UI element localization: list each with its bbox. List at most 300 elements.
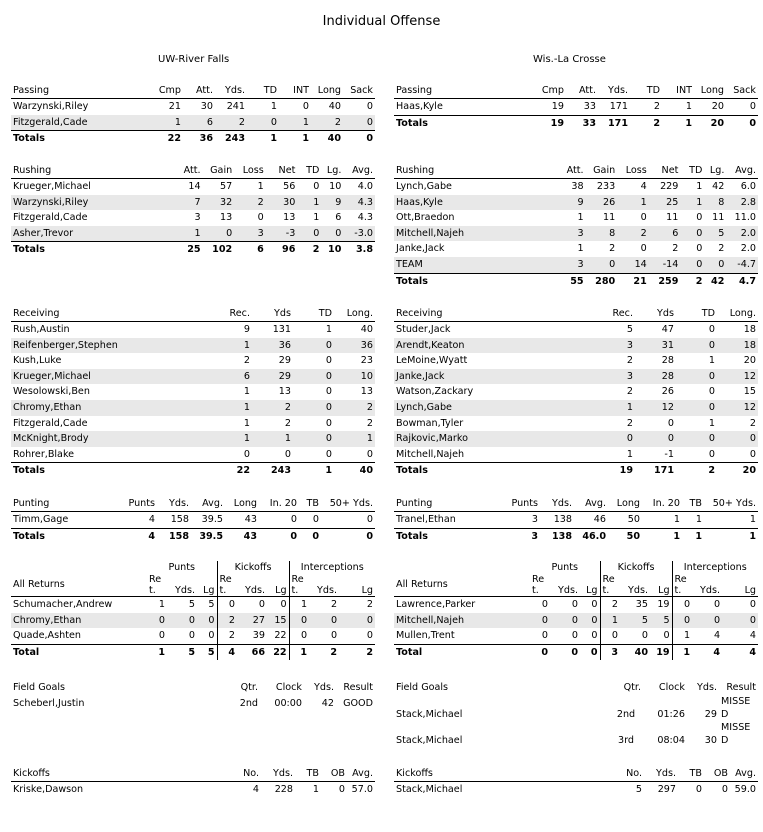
kickoffs-column-header: Avg. (730, 767, 758, 782)
player-name: Ott,Braedon (396, 212, 455, 224)
table-row (11, 695, 375, 713)
stat-value: 36 (334, 338, 375, 354)
player-name: Stack,Michael (396, 784, 463, 795)
stat-value: 30 (266, 195, 298, 211)
stat-value: 19 (551, 101, 564, 112)
rushing-column-header: Gain (203, 164, 235, 179)
total-value: 158 (157, 528, 191, 544)
stat-value: 5 (635, 784, 642, 795)
table-row (394, 628, 758, 644)
stat-value: 21 (168, 101, 181, 112)
stat-value: 2 (672, 243, 679, 255)
table-row (394, 226, 758, 242)
stat-value: 2nd (616, 709, 636, 720)
stat-value: 2 (626, 386, 633, 398)
total-value: 55 (554, 273, 586, 289)
stat-value: 0 (680, 257, 704, 273)
stat-value: 0 (680, 226, 704, 242)
stat-value: 23 (360, 355, 373, 367)
table-row (394, 721, 758, 747)
returns-column-header: Yds. (692, 574, 722, 597)
totals-row (394, 273, 758, 289)
total-value: 46.0 (574, 528, 608, 544)
returns-column-header: Yds. (550, 574, 580, 597)
player-name: Stack,Michael (396, 709, 463, 720)
stat-value: 1 (270, 101, 277, 112)
stat-value: 2 (626, 355, 633, 367)
receiving-column-header: Yds (252, 307, 293, 322)
stat-value: 0 (258, 599, 266, 610)
stat-value: 40 (328, 101, 341, 112)
player-name: Krueger,Michael (11, 369, 211, 385)
player-name: Studer,Jack (396, 324, 451, 335)
passing-column-header: Passing (11, 84, 151, 99)
stat-value: 4.3 (343, 195, 375, 211)
player-name: Haas,Kyle (396, 101, 443, 112)
punting-table-left (11, 497, 375, 544)
player-name: Chromy,Ethan (11, 613, 147, 629)
returns-group-row (11, 561, 375, 574)
stat-value: 4 (713, 630, 721, 642)
stat-value: 0 (339, 613, 375, 629)
stat-value: 26 (586, 195, 618, 211)
stat-value: 0 (203, 226, 235, 242)
stat-value: 2.8 (726, 195, 758, 211)
field-goals-column-header: Field Goals (13, 682, 66, 693)
total-value: 0 (530, 644, 550, 660)
stat-value: 1 (257, 181, 264, 192)
stat-value: 1 (313, 212, 320, 224)
punting-column-header: In. 20 (642, 497, 682, 512)
stat-value: 8 (704, 195, 726, 211)
punting-column-header: Punting (394, 497, 494, 512)
returns-column-header: Lg (267, 574, 289, 597)
total-value: 2 (297, 242, 321, 258)
stat-value: 1 (158, 599, 165, 610)
stat-value: 0 (749, 599, 756, 610)
rushing-column-header: Loss (234, 164, 266, 179)
stat-value: 25 (649, 195, 681, 211)
stat-value: 171 (609, 101, 628, 112)
total-value: 280 (586, 273, 618, 289)
field-goals-column-header: Yds. (314, 682, 334, 693)
punting-column-header: Avg. (574, 497, 608, 512)
stat-value: 11 (666, 212, 679, 224)
player-name: Mitchell,Najeh (394, 226, 554, 242)
rushing-column-header: Avg. (343, 164, 375, 179)
kickoffs-column-header: No. (221, 767, 261, 782)
stat-value: 1 (696, 181, 703, 192)
stat-value: 00:00 (274, 698, 302, 709)
stat-value: 28 (635, 369, 676, 385)
player-name: Krueger,Michael (13, 181, 91, 192)
returns-column-header: Re t. (530, 574, 550, 597)
stat-value: 0 (217, 597, 237, 613)
receiving-column-header: Receiving (11, 307, 211, 322)
total-value: 4 (111, 528, 157, 544)
stat-value: 22 (274, 630, 287, 642)
stat-value: 2 (366, 599, 373, 610)
return-group-header: Kickoffs (600, 561, 672, 574)
stat-value: 1 (577, 212, 584, 224)
stat-value: 1 (151, 115, 183, 131)
totals-row (394, 528, 758, 544)
stat-value: 1 (673, 514, 680, 525)
kickoffs-header-row (394, 767, 758, 782)
rushing-table-left (11, 164, 375, 258)
total-value: 42 (704, 273, 726, 289)
stat-value: 0 (208, 630, 215, 642)
totals-label: Totals (394, 528, 494, 544)
stat-value: 1 (626, 448, 633, 460)
table-row (394, 695, 758, 721)
punting-header-row (11, 497, 375, 512)
returns-column-header: Lg (197, 574, 217, 597)
totals-row (394, 644, 758, 660)
player-name: Arendt,Keaton (394, 338, 594, 354)
total-value: 2 (309, 644, 339, 660)
passing-table-left (11, 84, 375, 147)
stat-value: MISSE D (721, 696, 751, 720)
player-name: Rajkovic,Marko (394, 431, 594, 447)
stat-value: 35 (635, 599, 649, 610)
receiving-column-header: Receiving (394, 307, 594, 322)
total-value: 96 (266, 242, 298, 258)
passing-header-row (394, 84, 758, 99)
field-goals-column-header: Yds. (697, 682, 717, 693)
total-value: 2 (630, 115, 662, 131)
total-value: 43 (225, 528, 259, 544)
stat-value: 6 (335, 212, 342, 224)
stat-value: 2 (217, 613, 237, 629)
stat-value: 2 (284, 417, 291, 429)
team-name-left: UW-River Falls (158, 54, 230, 65)
stat-value: 229 (660, 181, 679, 192)
receiving-column-header: TD (293, 307, 334, 322)
stat-value: 2 (653, 101, 660, 112)
stat-value: 2 (749, 417, 756, 429)
player-name: Timm,Gage (13, 514, 69, 525)
player-name: Asher,Trevor (11, 226, 171, 242)
stat-value: 1 (600, 613, 620, 629)
stat-value: 11 (602, 212, 616, 224)
stat-value: 241 (226, 101, 245, 112)
stat-value: 2 (626, 417, 633, 429)
table-row (394, 195, 758, 211)
punting-column-header: Long (608, 497, 642, 512)
stat-value: 2nd (239, 698, 258, 709)
passing-column-header: Long (311, 84, 343, 99)
player-name: Scheberl,Justin (13, 698, 85, 709)
stat-value: -14 (649, 257, 681, 273)
stat-value: -3 (266, 226, 298, 242)
table-row (394, 179, 758, 195)
stat-value: 6 (183, 115, 215, 131)
stat-value: 7 (171, 195, 203, 211)
stat-value: 5 (626, 324, 633, 335)
stat-value: 228 (274, 784, 293, 795)
returns-column-header: Yds. (309, 574, 339, 597)
stat-value: 26 (661, 386, 674, 398)
returns-column-header: Lg (650, 574, 672, 597)
stat-value: 1 (171, 226, 203, 242)
rushing-column-header: Lg. (704, 164, 726, 179)
stat-value: 42 (712, 181, 725, 192)
player-name: Kriske,Dawson (13, 784, 84, 795)
total-value: 22 (151, 131, 183, 147)
total-value: 1 (279, 131, 311, 147)
table-row (11, 416, 375, 432)
total-value: 0 (550, 644, 580, 660)
total-value: 4 (217, 644, 237, 660)
stat-value: 0 (641, 630, 649, 642)
stat-value: 0 (366, 514, 373, 525)
player-name: Wesolowski,Ben (13, 386, 90, 398)
table-row (11, 179, 375, 195)
stat-value: 2 (243, 355, 250, 367)
stat-value: 0 (147, 613, 167, 629)
stat-value: 57 (219, 181, 233, 192)
stat-value: 0 (672, 613, 692, 629)
player-name: Haas,Kyle (394, 195, 554, 211)
stat-value: 2 (252, 400, 293, 416)
team-name-right: Wis.-La Crosse (533, 54, 606, 65)
stat-value: 1 (695, 514, 702, 525)
stat-value: 0 (676, 431, 717, 447)
total-value: 19 (594, 463, 635, 479)
total-value: 3 (600, 644, 620, 660)
stat-value: 0 (284, 448, 291, 460)
kickoffs-table-right (394, 767, 758, 798)
stat-value: 57.0 (351, 784, 373, 795)
stat-value: 2.0 (726, 226, 758, 242)
kickoffs-table-left (11, 767, 375, 798)
kickoffs-column-header: TB (295, 767, 321, 782)
stat-value: GOOD (343, 698, 373, 709)
table-row (394, 400, 758, 416)
stat-value: 56 (283, 181, 296, 192)
stat-value: 19 (657, 599, 670, 610)
player-name: Rohrer,Blake (13, 448, 75, 460)
stat-value: 0 (167, 613, 197, 629)
total-value: 259 (649, 273, 681, 289)
punting-column-header: In. 20 (259, 497, 299, 512)
totals-label: Totals (394, 273, 554, 289)
returns-label: All Returns (11, 574, 147, 597)
stat-value: 4 (640, 181, 647, 192)
stat-value: 0 (289, 628, 309, 644)
table-row (11, 115, 375, 131)
returns-group-row (394, 561, 758, 574)
stat-value: 0 (708, 324, 715, 335)
returns-column-header: Re t. (217, 574, 237, 597)
punting-column-header: 50+ Yds. (321, 497, 375, 512)
stat-value: MISSE D (721, 722, 751, 746)
kickoffs-column-header: Kickoffs (394, 767, 604, 782)
player-name: Mitchell,Najeh (396, 448, 465, 460)
stat-value: 0 (635, 431, 676, 447)
stat-value: 6.0 (740, 181, 756, 192)
stat-value: 0 (749, 101, 756, 112)
table-row (394, 99, 758, 116)
stat-value: 0 (312, 514, 319, 525)
stat-value: 0 (293, 338, 334, 354)
stat-value: 5 (188, 599, 195, 610)
total-value: 19 (534, 115, 566, 131)
stat-value: 1 (243, 386, 250, 398)
table-row (11, 99, 375, 115)
stat-value: 0 (321, 226, 343, 242)
total-value: 5 (197, 644, 217, 660)
receiving-header-row (11, 307, 375, 322)
stat-value: 3rd (618, 735, 634, 746)
stat-value: 0 (708, 448, 715, 460)
passing-header-row (11, 84, 375, 99)
stat-value: 0 (667, 417, 674, 429)
table-row (11, 782, 375, 798)
returns-header-row (394, 574, 758, 597)
receiving-column-header: TD (676, 307, 717, 322)
field-goals-column-header: Qtr. (240, 682, 258, 693)
table-row (11, 384, 375, 400)
table-row (394, 322, 758, 338)
stat-value: 0 (708, 386, 715, 398)
stat-value: 43 (244, 514, 257, 525)
stat-value: 0 (541, 599, 548, 610)
stat-value: 0 (325, 355, 332, 367)
returns-column-header: Lg (339, 574, 375, 597)
returns-table-left (11, 561, 375, 660)
stat-value: 6 (211, 369, 252, 385)
stat-value: 39 (252, 630, 266, 642)
field-goals-header-row (11, 681, 375, 695)
stat-value: 4.3 (357, 212, 373, 224)
stat-value: 15 (267, 613, 289, 629)
stat-value: 4 (749, 630, 756, 642)
player-name: Tranel,Ethan (396, 514, 456, 525)
stat-value: 5 (208, 599, 215, 610)
player-name: Warzynski,Riley (11, 195, 171, 211)
table-row (11, 512, 375, 529)
stat-value: 0 (571, 599, 578, 610)
stat-value: 0 (197, 613, 217, 629)
total-value: 4 (722, 644, 758, 660)
totals-row (11, 644, 375, 660)
table-row (394, 512, 758, 529)
table-row (394, 384, 758, 400)
totals-label: Totals (11, 528, 111, 544)
total-value: 138 (540, 528, 574, 544)
player-name: Mullen,Trent (396, 630, 455, 642)
table-row (394, 241, 758, 257)
total-value: 1 (642, 528, 682, 544)
passing-column-header: INT (279, 84, 311, 99)
stat-value: 11 (712, 212, 725, 224)
stat-value: 33 (583, 101, 596, 112)
return-group-header: Punts (168, 562, 196, 573)
rushing-column-header: TD (680, 164, 704, 179)
player-name: Lynch,Gabe (394, 400, 594, 416)
player-name: Fitzgerald,Cade (11, 115, 151, 131)
stat-value: 0 (530, 613, 550, 629)
table-row (394, 338, 758, 354)
kickoffs-column-header: OB (704, 767, 730, 782)
stat-value: 42 (321, 698, 334, 709)
player-name: Chromy,Ethan (11, 400, 211, 416)
table-row (11, 322, 375, 338)
total-value: 4 (692, 644, 722, 660)
table-row (394, 353, 758, 369)
passing-column-header: Att. (183, 84, 215, 99)
stat-value: 12 (717, 400, 758, 416)
field-goals-column-header: Result (726, 682, 756, 693)
stat-value: 3 (594, 369, 635, 385)
table-row (394, 210, 758, 226)
stat-value: 1 (325, 324, 332, 335)
stat-value: 14 (617, 257, 649, 273)
rushing-column-header: Loss (617, 164, 649, 179)
stat-value: 0 (695, 784, 702, 795)
returns-table-right (394, 561, 758, 660)
kickoffs-column-header: Yds. (261, 767, 295, 782)
returns-column-header: Yds. (167, 574, 197, 597)
stat-value: 0 (293, 369, 334, 385)
stat-value: 40 (360, 324, 373, 335)
stat-value: 8 (586, 226, 618, 242)
stat-value: 18 (717, 338, 758, 354)
stat-value: 2 (718, 243, 725, 255)
return-group-header: Interceptions (289, 561, 375, 574)
stat-value: 28 (661, 355, 674, 367)
stat-value: 1 (708, 355, 715, 367)
stat-value: 0 (290, 514, 297, 525)
receiving-header-row (394, 307, 758, 322)
stat-value: 38 (571, 181, 584, 192)
rushing-table-right (394, 164, 758, 289)
totals-label: Total (11, 644, 147, 660)
total-value: 20 (717, 463, 758, 479)
table-row (394, 447, 758, 463)
punting-column-header: Yds. (540, 497, 574, 512)
stat-value: 1 (289, 597, 309, 613)
stat-value: 2 (311, 115, 343, 131)
totals-row (11, 242, 375, 258)
total-value: 1 (289, 644, 309, 660)
player-name: McKnight,Brody (11, 431, 211, 447)
stat-value: 1 (594, 400, 635, 416)
total-value: 10 (321, 242, 343, 258)
player-name: Fitzgerald,Cade (13, 417, 88, 429)
punting-table-right (394, 497, 758, 544)
stat-value: 0 (580, 613, 600, 629)
stat-value: 6 (649, 226, 681, 242)
player-name: LeMoine,Wyatt (396, 355, 468, 367)
kickoffs-column-header: Yds. (644, 767, 678, 782)
stat-value: 5 (620, 613, 650, 629)
stat-value: 2 (334, 400, 375, 416)
kickoffs-column-header: No. (604, 767, 644, 782)
stat-value: 0 (338, 784, 345, 795)
stat-value: 08:04 (657, 735, 685, 746)
stat-value: 10 (329, 181, 342, 192)
returns-column-header: Re t. (600, 574, 620, 597)
passing-column-header: Sack (726, 84, 758, 99)
stat-value: 0 (541, 630, 548, 642)
returns-header-row (11, 574, 375, 597)
player-name: Janke,Jack (396, 243, 445, 255)
stat-value: 2 (215, 115, 247, 131)
passing-column-header: Yds. (215, 84, 247, 99)
